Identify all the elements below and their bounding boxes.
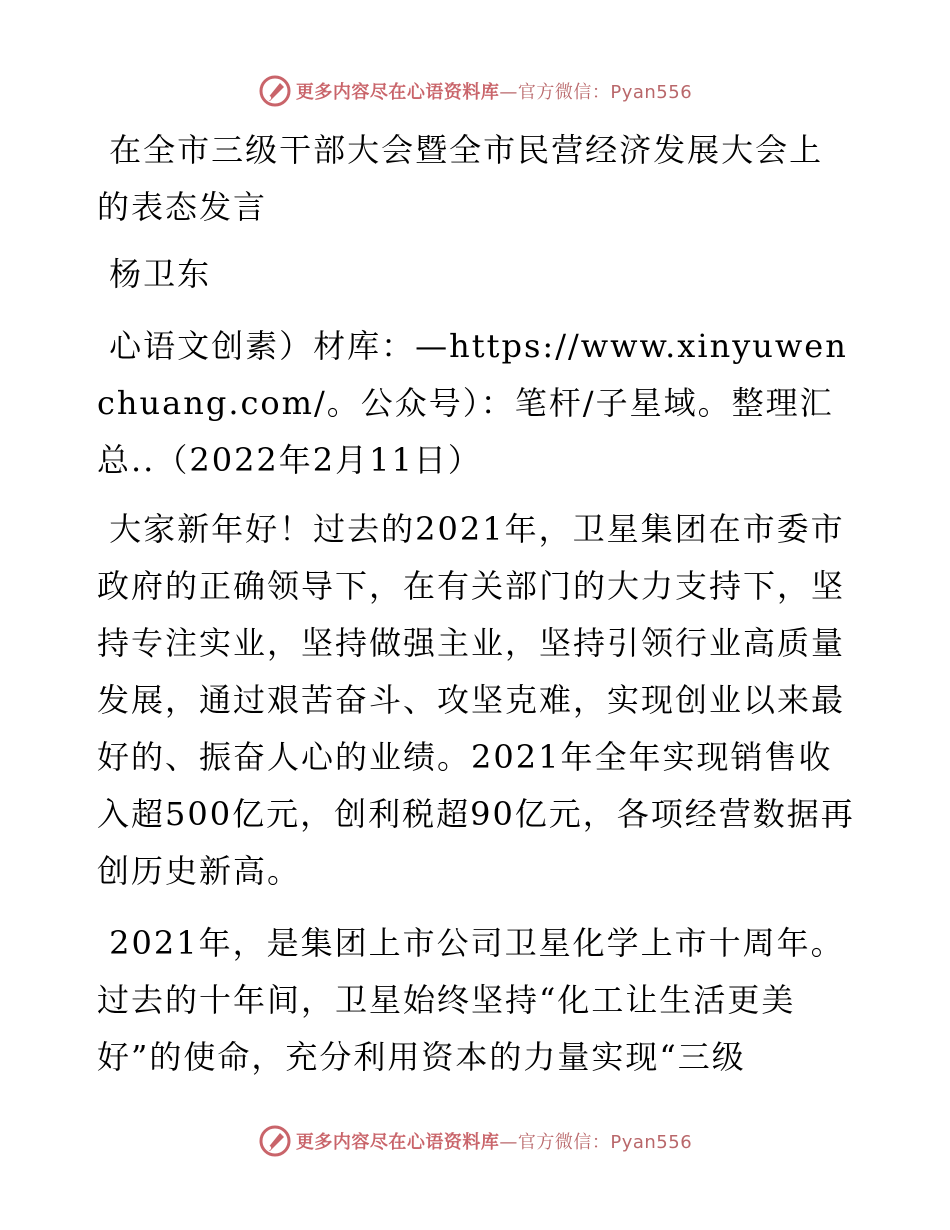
header-watermark [0,71,950,111]
body-paragraph: 2021年，是集团上市公司卫星化学上市十周年。过去的十年间，卫星始终坚持“化工让生活更美好”的使命，充分利用资本的力量实现“三级 [97,924,845,1076]
document-title: 在全市三级干部大会暨全市民营经济发展大会上的表态发言 [97,131,824,226]
watermark-contact-text: —官方微信：Pyan556 [499,1132,693,1153]
body-paragraph: 大家新年好！过去的2021年，卫星集团在市委市政府的正确领导下，在有关部门的大力支持下，坚持专注实业，坚持做强主业，坚持引领行业高质量发展，通过艰苦奋斗、攻坚克难，实现创业以来最好的、振奋人心的业绩。2021年全年实现销售收入超500亿元，创利税超90亿元，各项经营数据再创历史新高。 [97,510,855,890]
document-source-note: 心语文创素）材库：—https://www.xinyuwenchuang.com/。公众号）：笔杆/子星域。整理汇总..（2022年2月11日） [97,327,848,479]
document-body [97,122,857,1086]
watermark-text [296,78,692,104]
watermark-text [296,1128,692,1154]
quill-pen-logo-icon [258,74,292,108]
watermark-contact-text: —官方微信：Pyan556 [499,82,693,103]
watermark-site-text: 更多内容尽在心语资料库 [295,82,500,103]
footer-watermark [0,1121,950,1161]
quill-pen-logo-icon [258,1124,292,1158]
document-author: 杨卫东 [97,255,212,293]
watermark-site-text: 更多内容尽在心语资料库 [295,1132,500,1153]
